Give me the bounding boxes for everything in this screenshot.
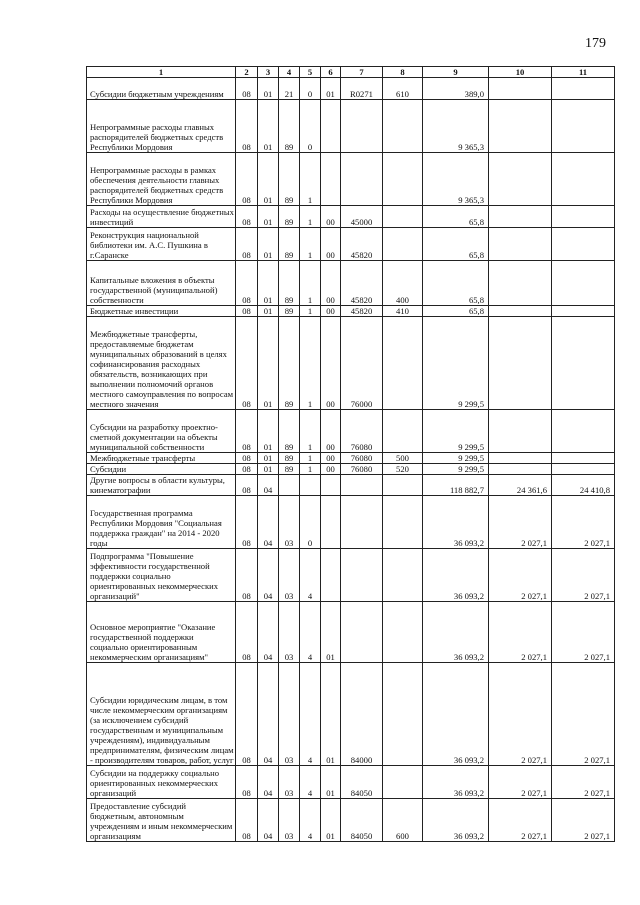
row-amount-9: 36 093,2 xyxy=(423,549,489,602)
row-code-4: 03 xyxy=(279,799,300,842)
row-name: Непрограммные расходы главных распорядителей бюджетных средств Республики Мордовия xyxy=(87,100,236,153)
row-amount-10: 2 027,1 xyxy=(489,663,552,766)
row-code-2: 08 xyxy=(236,410,258,453)
row-code-7: 45820 xyxy=(341,228,383,261)
row-amount-9: 9 299,5 xyxy=(423,317,489,410)
row-code-6: 01 xyxy=(321,663,341,766)
row-amount-9: 9 299,5 xyxy=(423,464,489,475)
header-cell: 11 xyxy=(552,67,615,78)
row-code-3: 04 xyxy=(258,663,279,766)
row-code-7: 76080 xyxy=(341,410,383,453)
row-code-5: 0 xyxy=(300,78,321,100)
row-code-6: 00 xyxy=(321,317,341,410)
row-amount-9: 9 365,3 xyxy=(423,100,489,153)
table-row xyxy=(87,78,615,100)
row-amount-11 xyxy=(552,261,615,306)
row-code-8: 600 xyxy=(383,799,423,842)
row-code-6: 00 xyxy=(321,306,341,317)
row-code-6: 01 xyxy=(321,78,341,100)
row-amount-10 xyxy=(489,78,552,100)
row-code-5: 1 xyxy=(300,261,321,306)
row-name: Основное мероприятие "Оказание государственной поддержки социально ориентированным некоммерческим организациям" xyxy=(87,602,236,663)
row-code-5: 4 xyxy=(300,549,321,602)
row-code-5: 1 xyxy=(300,453,321,464)
row-code-4 xyxy=(279,475,300,496)
row-code-5: 1 xyxy=(300,228,321,261)
row-name: Другие вопросы в области культуры, кинематографии xyxy=(87,475,236,496)
row-code-7: 76080 xyxy=(341,453,383,464)
row-code-5: 1 xyxy=(300,153,321,206)
row-code-3: 01 xyxy=(258,317,279,410)
row-code-4: 89 xyxy=(279,100,300,153)
header-cell: 4 xyxy=(279,67,300,78)
row-name: Предоставление субсидий бюджетным, автономным учреждениям и иным некоммерческим организациям xyxy=(87,799,236,842)
table-row xyxy=(87,453,615,464)
row-amount-11: 2 027,1 xyxy=(552,799,615,842)
table-row xyxy=(87,663,615,766)
row-code-3: 04 xyxy=(258,602,279,663)
row-amount-9: 9 299,5 xyxy=(423,453,489,464)
row-code-2: 08 xyxy=(236,464,258,475)
row-amount-11: 2 027,1 xyxy=(552,496,615,549)
row-code-8 xyxy=(383,496,423,549)
row-code-8: 410 xyxy=(383,306,423,317)
row-code-4: 89 xyxy=(279,306,300,317)
row-code-7 xyxy=(341,602,383,663)
row-amount-10 xyxy=(489,306,552,317)
row-code-2: 08 xyxy=(236,206,258,228)
row-code-4: 03 xyxy=(279,663,300,766)
row-code-2: 08 xyxy=(236,602,258,663)
table-row xyxy=(87,496,615,549)
row-code-8 xyxy=(383,549,423,602)
row-code-4: 03 xyxy=(279,549,300,602)
table-row xyxy=(87,475,615,496)
row-code-8 xyxy=(383,228,423,261)
row-amount-11 xyxy=(552,206,615,228)
row-amount-9: 36 093,2 xyxy=(423,766,489,799)
row-code-4: 89 xyxy=(279,206,300,228)
row-amount-10: 2 027,1 xyxy=(489,799,552,842)
row-amount-11 xyxy=(552,228,615,261)
row-code-8 xyxy=(383,153,423,206)
table-row xyxy=(87,206,615,228)
row-code-6: 00 xyxy=(321,206,341,228)
row-name: Межбюджетные трансферты xyxy=(87,453,236,464)
page-number: 179 xyxy=(585,36,606,51)
row-code-8 xyxy=(383,766,423,799)
row-amount-10 xyxy=(489,317,552,410)
row-code-4: 03 xyxy=(279,766,300,799)
row-code-3: 01 xyxy=(258,78,279,100)
row-code-8 xyxy=(383,410,423,453)
row-code-3: 04 xyxy=(258,549,279,602)
row-name: Расходы на осуществление бюджетных инвестиций xyxy=(87,206,236,228)
row-code-4: 03 xyxy=(279,496,300,549)
row-name: Государственная программа Республики Мордовия "Социальная поддержка граждан" на 2014 - 2020 годы xyxy=(87,496,236,549)
row-code-2: 08 xyxy=(236,261,258,306)
row-amount-10 xyxy=(489,206,552,228)
row-code-3: 04 xyxy=(258,766,279,799)
row-code-4: 89 xyxy=(279,410,300,453)
row-code-6: 00 xyxy=(321,261,341,306)
row-code-7: 45820 xyxy=(341,261,383,306)
table-row xyxy=(87,464,615,475)
row-code-8: 500 xyxy=(383,453,423,464)
row-name: Субсидии на разработку проектно-сметной документации на объекты муниципальной собственности xyxy=(87,410,236,453)
row-amount-11 xyxy=(552,453,615,464)
row-code-4: 89 xyxy=(279,317,300,410)
row-code-3: 01 xyxy=(258,464,279,475)
row-code-4: 21 xyxy=(279,78,300,100)
row-code-3: 01 xyxy=(258,410,279,453)
header-cell: 1 xyxy=(87,67,236,78)
budget-table xyxy=(86,66,615,842)
row-amount-10 xyxy=(489,153,552,206)
row-code-6: 00 xyxy=(321,410,341,453)
row-code-6 xyxy=(321,153,341,206)
row-code-2: 08 xyxy=(236,153,258,206)
row-code-4: 03 xyxy=(279,602,300,663)
row-amount-11: 2 027,1 xyxy=(552,663,615,766)
row-amount-10: 2 027,1 xyxy=(489,766,552,799)
table-row xyxy=(87,410,615,453)
row-name: Субсидии бюджетным учреждениям xyxy=(87,78,236,100)
row-code-7 xyxy=(341,475,383,496)
row-code-7: 76000 xyxy=(341,317,383,410)
row-code-2: 08 xyxy=(236,549,258,602)
row-name: Подпрограмма "Повышение эффективности государственной поддержки социально ориентированных некоммерческих организаций" xyxy=(87,549,236,602)
row-code-6: 00 xyxy=(321,453,341,464)
row-amount-10: 2 027,1 xyxy=(489,549,552,602)
row-amount-11: 24 410,8 xyxy=(552,475,615,496)
row-code-6: 01 xyxy=(321,766,341,799)
row-name: Субсидии юридическим лицам, в том числе некоммерческим организациям (за исключением субсидий государственным и муниципальным учреждениям), индивидуальным предпринимателям, физическим лицам - производителям товаров, работ, услуг xyxy=(87,663,236,766)
row-amount-11: 2 027,1 xyxy=(552,549,615,602)
row-code-6 xyxy=(321,475,341,496)
row-name: Субсидии xyxy=(87,464,236,475)
row-code-2: 08 xyxy=(236,799,258,842)
row-name: Капитальные вложения в объекты государственной (муниципальной) собственности xyxy=(87,261,236,306)
row-code-6 xyxy=(321,100,341,153)
row-code-5: 1 xyxy=(300,464,321,475)
row-name: Непрограммные расходы в рамках обеспечения деятельности главных распорядителей бюджетных средств Республики Мордовия xyxy=(87,153,236,206)
row-code-2: 08 xyxy=(236,228,258,261)
row-code-4: 89 xyxy=(279,261,300,306)
row-code-8 xyxy=(383,206,423,228)
row-code-5: 0 xyxy=(300,100,321,153)
row-amount-9: 36 093,2 xyxy=(423,496,489,549)
row-code-8: 400 xyxy=(383,261,423,306)
row-code-7: 84050 xyxy=(341,766,383,799)
row-code-7 xyxy=(341,100,383,153)
header-cell: 8 xyxy=(383,67,423,78)
row-amount-10 xyxy=(489,453,552,464)
row-code-3: 04 xyxy=(258,475,279,496)
row-code-6: 00 xyxy=(321,228,341,261)
row-code-5 xyxy=(300,475,321,496)
table-row xyxy=(87,261,615,306)
row-amount-11 xyxy=(552,100,615,153)
row-code-3: 01 xyxy=(258,306,279,317)
row-amount-10 xyxy=(489,228,552,261)
row-amount-10 xyxy=(489,100,552,153)
row-code-5: 4 xyxy=(300,663,321,766)
header-cell: 2 xyxy=(236,67,258,78)
row-amount-9: 65,8 xyxy=(423,206,489,228)
row-code-6 xyxy=(321,496,341,549)
row-amount-10: 2 027,1 xyxy=(489,496,552,549)
row-amount-10 xyxy=(489,410,552,453)
row-code-7: 76080 xyxy=(341,464,383,475)
header-cell: 6 xyxy=(321,67,341,78)
row-code-7: 84050 xyxy=(341,799,383,842)
row-code-8: 610 xyxy=(383,78,423,100)
row-code-5: 1 xyxy=(300,317,321,410)
row-code-3: 01 xyxy=(258,100,279,153)
row-code-7: 84000 xyxy=(341,663,383,766)
table-row xyxy=(87,228,615,261)
row-code-8 xyxy=(383,100,423,153)
row-amount-11 xyxy=(552,153,615,206)
row-name: Субсидии на поддержку социально ориентированных некоммерческих организаций xyxy=(87,766,236,799)
table-row xyxy=(87,153,615,206)
row-code-6: 00 xyxy=(321,464,341,475)
row-amount-10 xyxy=(489,464,552,475)
header-cell: 10 xyxy=(489,67,552,78)
row-code-8: 520 xyxy=(383,464,423,475)
row-code-2: 08 xyxy=(236,475,258,496)
table-row xyxy=(87,549,615,602)
row-code-5: 1 xyxy=(300,410,321,453)
row-code-8 xyxy=(383,475,423,496)
row-code-3: 01 xyxy=(258,453,279,464)
header-cell: 7 xyxy=(341,67,383,78)
row-code-4: 89 xyxy=(279,153,300,206)
row-code-2: 08 xyxy=(236,766,258,799)
row-code-3: 01 xyxy=(258,206,279,228)
row-amount-11: 2 027,1 xyxy=(552,602,615,663)
row-code-8 xyxy=(383,663,423,766)
row-code-5: 0 xyxy=(300,496,321,549)
row-amount-9: 65,8 xyxy=(423,306,489,317)
row-code-7 xyxy=(341,496,383,549)
row-code-4: 89 xyxy=(279,464,300,475)
row-amount-10 xyxy=(489,261,552,306)
row-amount-10: 2 027,1 xyxy=(489,602,552,663)
row-code-3: 01 xyxy=(258,261,279,306)
row-code-8 xyxy=(383,317,423,410)
row-code-2: 08 xyxy=(236,663,258,766)
row-code-7 xyxy=(341,153,383,206)
row-code-5: 4 xyxy=(300,602,321,663)
row-amount-9: 36 093,2 xyxy=(423,602,489,663)
row-name: Реконструкция национальной библиотеки им. А.С. Пушкина в г.Саранске xyxy=(87,228,236,261)
row-amount-9: 65,8 xyxy=(423,261,489,306)
row-code-2: 08 xyxy=(236,453,258,464)
row-code-5: 4 xyxy=(300,766,321,799)
row-amount-9: 389,0 xyxy=(423,78,489,100)
row-code-4: 89 xyxy=(279,228,300,261)
header-cell: 9 xyxy=(423,67,489,78)
row-code-7: 45000 xyxy=(341,206,383,228)
row-code-7: 45820 xyxy=(341,306,383,317)
row-code-6: 01 xyxy=(321,799,341,842)
header-row xyxy=(87,67,615,78)
row-code-6 xyxy=(321,549,341,602)
row-code-2: 08 xyxy=(236,78,258,100)
row-amount-11 xyxy=(552,317,615,410)
row-amount-9: 36 093,2 xyxy=(423,663,489,766)
row-amount-9: 118 882,7 xyxy=(423,475,489,496)
row-code-3: 01 xyxy=(258,153,279,206)
row-amount-10: 24 361,6 xyxy=(489,475,552,496)
row-code-5: 4 xyxy=(300,799,321,842)
row-amount-11 xyxy=(552,464,615,475)
row-amount-11: 2 027,1 xyxy=(552,766,615,799)
row-name: Межбюджетные трансферты, предоставляемые бюджетам муниципальных образований в целях софинансирования расходных обязательств, возникающих при выполнении полномочий органов местного самоуправления по вопросам местного значения xyxy=(87,317,236,410)
table-row xyxy=(87,317,615,410)
table-row xyxy=(87,306,615,317)
row-code-2: 08 xyxy=(236,496,258,549)
table-row xyxy=(87,766,615,799)
row-code-2: 08 xyxy=(236,100,258,153)
row-code-3: 04 xyxy=(258,799,279,842)
row-amount-9: 9 365,3 xyxy=(423,153,489,206)
row-code-2: 08 xyxy=(236,317,258,410)
row-amount-9: 65,8 xyxy=(423,228,489,261)
table-row xyxy=(87,799,615,842)
row-code-7 xyxy=(341,549,383,602)
row-amount-9: 9 299,5 xyxy=(423,410,489,453)
row-amount-9: 36 093,2 xyxy=(423,799,489,842)
row-code-2: 08 xyxy=(236,306,258,317)
row-code-3: 04 xyxy=(258,496,279,549)
row-code-3: 01 xyxy=(258,228,279,261)
row-amount-11 xyxy=(552,306,615,317)
row-code-5: 1 xyxy=(300,306,321,317)
table-row xyxy=(87,100,615,153)
row-name: Бюджетные инвестиции xyxy=(87,306,236,317)
header-cell: 5 xyxy=(300,67,321,78)
row-amount-11 xyxy=(552,78,615,100)
row-code-8 xyxy=(383,602,423,663)
row-code-4: 89 xyxy=(279,453,300,464)
table-row xyxy=(87,602,615,663)
row-code-5: 1 xyxy=(300,206,321,228)
row-code-6: 01 xyxy=(321,602,341,663)
row-amount-11 xyxy=(552,410,615,453)
row-code-7: R0271 xyxy=(341,78,383,100)
header-cell: 3 xyxy=(258,67,279,78)
